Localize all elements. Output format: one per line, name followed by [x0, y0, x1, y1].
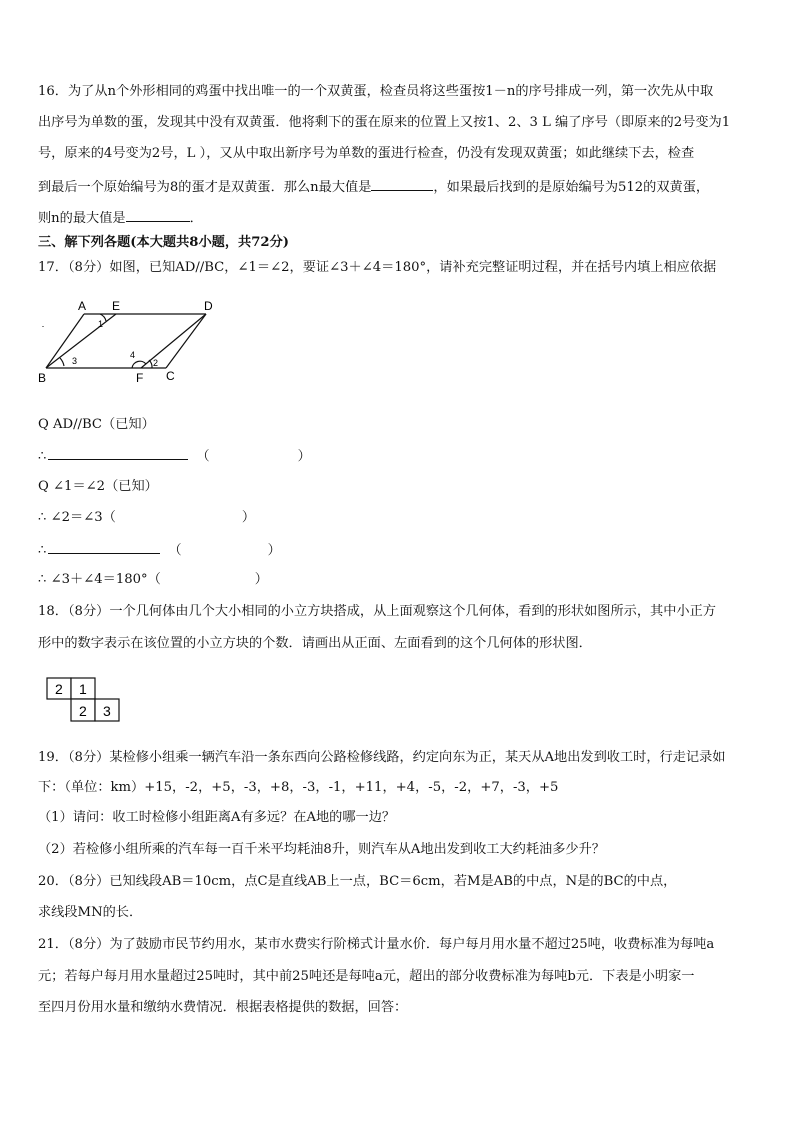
grid-count: 2: [55, 681, 63, 697]
proof-line-2: [38, 445, 758, 467]
q18-line2: 形中的数字表示在该位置的小立方块的个数．请画出从正面、左面看到的这个几何体的形状图．: [38, 636, 592, 651]
answer-blank-max-n[interactable]: [371, 176, 433, 191]
q20-line1: 20．（8分）已知线段AB＝10cm，点C是直线AB上一点，BC＝6cm，若M是AB的中点，N是的BC的中点，: [38, 874, 677, 889]
q21-line1: 21．（8分）为了鼓励市民节约用水，某市水费实行阶梯式计量水价．每户每月用水量不超过25吨，收费标准为每吨a: [38, 937, 715, 952]
q16-line4-text-a: 到最后一个原始编号为8的蛋才是双黄蛋．那么n最大值是: [38, 180, 372, 195]
segment-DF: [141, 314, 206, 368]
q17-intro: 17．（8分）如图，已知AD//BC，∠1＝∠2，要证∠3＋∠4＝180°，请补充完整证明过程，并在括号内填上相应依据: [38, 260, 717, 275]
proof-line-5: [38, 539, 758, 561]
q16-line5-text-a: 则n的最大值是: [38, 211, 126, 226]
proof-line-3: Q ∠1＝∠2（已知）: [38, 479, 158, 494]
label-D: D: [204, 299, 213, 313]
label-angle-2: 2: [153, 358, 159, 368]
q19-line1: 19．（8分）某检修小组乘一辆汽车沿一条东西向公路检修线路，约定向东为正，某天从A地出发到收工时，行走记录如: [38, 750, 726, 765]
angle-2-arc: [149, 360, 152, 368]
q20-line2: 求线段MN的长．: [38, 905, 143, 920]
proof-line-4: [38, 508, 758, 528]
proof-blank-1[interactable]: [48, 445, 188, 460]
proof-line-6-prefix: ∴ ∠3＋∠4＝180°（: [38, 572, 161, 587]
grid-count: 2: [79, 703, 87, 719]
q16-line4-text-b: ，如果最后找到的是原始编号为512的双黄蛋，: [433, 180, 710, 195]
q16-line4: [38, 176, 758, 198]
q16-line2: 出序号为单数的蛋，发现其中没有双黄蛋．他将剩下的蛋在原来的位置上又按1、2、3 L 编了序号（即原来的2号变为1: [38, 115, 731, 130]
proof-line-5-prefix: ∴: [38, 543, 47, 558]
label-F: F: [136, 371, 144, 385]
label-A: A: [78, 299, 87, 313]
q19-sub1: （1）请问：收工时检修小组距离A有多远？在A地的哪一边？: [38, 810, 396, 825]
q19-line2: 下：（单位：km）+15，-2，+5，-3，+8，-3，-1，+11，+4，-5，-2，+7，-3，+5: [38, 780, 559, 795]
angle-4-arc: [132, 361, 146, 368]
proof-blank-2[interactable]: [48, 539, 160, 554]
q19-sub2: （2）若检修小组所乘的汽车每一百千米平均耗油8升，则汽车从A地出发到收工大约耗油多少升？: [38, 842, 605, 857]
q16-line5: [38, 207, 758, 229]
top-view-grid: [46, 677, 122, 723]
label-C: C: [166, 369, 175, 383]
segment-AB: [46, 314, 84, 368]
stray-mark: [42, 326, 44, 327]
proof-paren-open: （: [196, 449, 210, 464]
proof-paren-open: （: [168, 543, 182, 558]
proof-paren-close: ）: [297, 449, 311, 464]
segment-DC: [166, 314, 206, 368]
q16-line5-text-b: ．: [189, 211, 203, 226]
section-heading: 三、解下列各题(本大题共8小题，共72分): [38, 235, 290, 250]
grid-count: 1: [79, 681, 87, 697]
label-angle-4: 4: [130, 350, 136, 360]
label-angle-1: 1: [98, 319, 104, 329]
q16-line3: 号，原来的4号变为2号，L ），又从中取出新序号为单数的蛋进行检查，仍没有发现双黄蛋；如此继续下去，检查: [38, 146, 695, 161]
answer-blank-max-n-512[interactable]: [126, 207, 190, 222]
q16-line1: 16．为了从n个外形相同的鸡蛋中找出唯一的一个双黄蛋，检查员将这些蛋按1－n的序号排成一列，第一次先从中取: [38, 84, 714, 99]
proof-line-4-prefix: ∴ ∠2＝∠3（: [38, 510, 116, 525]
label-E: E: [112, 299, 121, 313]
label-B: B: [38, 371, 47, 385]
proof-paren-close: ）: [267, 543, 281, 558]
grid-count: 3: [103, 703, 111, 719]
proof-line-2-prefix: ∴: [38, 449, 47, 464]
angle-3-arc: [60, 358, 64, 366]
proof-paren-close: ）: [241, 510, 256, 525]
label-angle-3: 3: [72, 356, 78, 366]
q21-line3: 至四月份用水量和缴纳水费情况．根据表格提供的数据，回答：: [38, 1000, 408, 1015]
proof-paren-close: ）: [254, 572, 268, 587]
proof-line-6: [38, 570, 758, 590]
segment-EB: [46, 314, 116, 368]
proof-line-1: Q AD//BC（已知）: [38, 417, 155, 432]
q18-line1: 18．（8分）一个几何体由几个大小相同的小立方块搭成，从上面观察这个几何体，看到的形状如图所示，其中小正方: [38, 604, 716, 619]
parallelogram-figure: [36, 296, 226, 388]
q21-line2: 元；若每户每月用水量超过25吨时，其中前25吨还是每吨a元，超出的部分收费标准为每吨b元．下表是小明家一: [38, 969, 695, 984]
